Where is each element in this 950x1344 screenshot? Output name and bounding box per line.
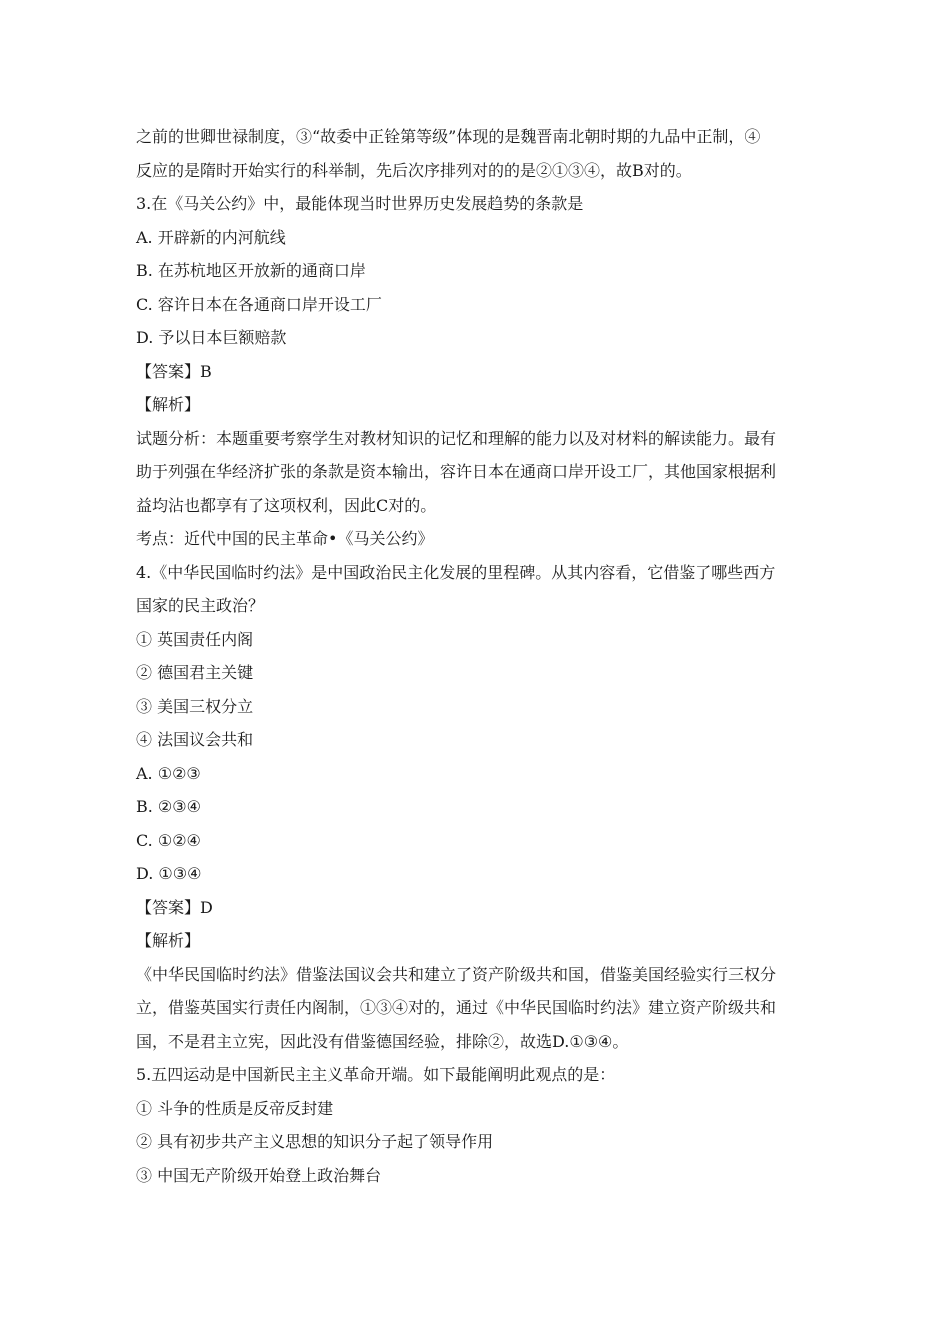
statement-item: ④ 法国议会共和	[136, 730, 254, 749]
statement-item: ② 具有初步共产主义思想的知识分子起了领导作用	[136, 1132, 494, 1151]
option-d: D. ①③④	[136, 864, 202, 883]
question-stem: 国家的民主政治？	[136, 596, 265, 615]
text-line: 之前的世卿世禄制度，③“故委中正铨第等级”体现的是魏晋南北朝时期的九品中正制，④	[136, 127, 761, 146]
statement-item: ③ 中国无产阶级开始登上政治舞台	[136, 1165, 382, 1185]
statement-item: ① 英国责任内阁	[136, 629, 254, 649]
analysis-heading: 【解析】	[136, 931, 201, 950]
option-b: B. 在苏杭地区开放新的通商口岸	[136, 261, 366, 280]
question-stem: 5.五四运动是中国新民主主义革命开端。如下最能阐明此观点的是：	[136, 1065, 616, 1084]
analysis-text: 益均沾也都享有了这项权利，因此C对的。	[136, 495, 437, 515]
analysis-heading: 【解析】	[136, 395, 201, 414]
option-a: A. ①②③	[136, 763, 201, 783]
question-stem: 4.《中华民国临时约法》是中国政治民主化发展的里程碑。从其内容看，它借鉴了哪些西方	[136, 562, 776, 582]
question-stem: 3.在《马关公约》中，最能体现当时世界历史发展趋势的条款是	[136, 194, 584, 213]
option-c: C. ①②④	[136, 830, 201, 850]
statement-item: ① 斗争的性质是反帝反封建	[136, 1098, 334, 1118]
option-d: D. 予以日本巨额赔款	[136, 328, 287, 347]
analysis-text: 国，不是君主立宪，因此没有借鉴德国经验，排除②，故选D.①③④。	[136, 1031, 629, 1051]
text-line: 反应的是隋时开始实行的科举制，先后次序排列对的的是②①③④，故B对的。	[136, 160, 692, 180]
key-point: 考点：近代中国的民主革命•《马关公约》	[136, 529, 434, 548]
analysis-text: 试题分析：本题重要考察学生对教材知识的记忆和理解的能力以及对材料的解读能力。最有	[136, 428, 777, 448]
analysis-text: 助于列强在华经济扩张的条款是资本输出，容许日本在通商口岸开设工厂，其他国家根据利	[136, 462, 777, 481]
answer: 【答案】B	[136, 361, 212, 381]
option-a: A. 开辟新的内河航线	[136, 227, 286, 247]
analysis-text: 立，借鉴英国实行责任内阁制，①③④对的，通过《中华民国临时约法》建立资产阶级共和	[136, 998, 777, 1017]
statement-item: ② 德国君主关键	[136, 663, 254, 682]
statement-item: ③ 美国三权分立	[136, 696, 254, 716]
option-c: C. 容许日本在各通商口岸开设工厂	[136, 294, 382, 314]
option-b: B. ②③④	[136, 797, 201, 816]
analysis-text: 《中华民国临时约法》借鉴法国议会共和建立了资产阶级共和国，借鉴美国经验实行三权分	[136, 964, 777, 984]
answer: 【答案】D	[136, 897, 213, 917]
